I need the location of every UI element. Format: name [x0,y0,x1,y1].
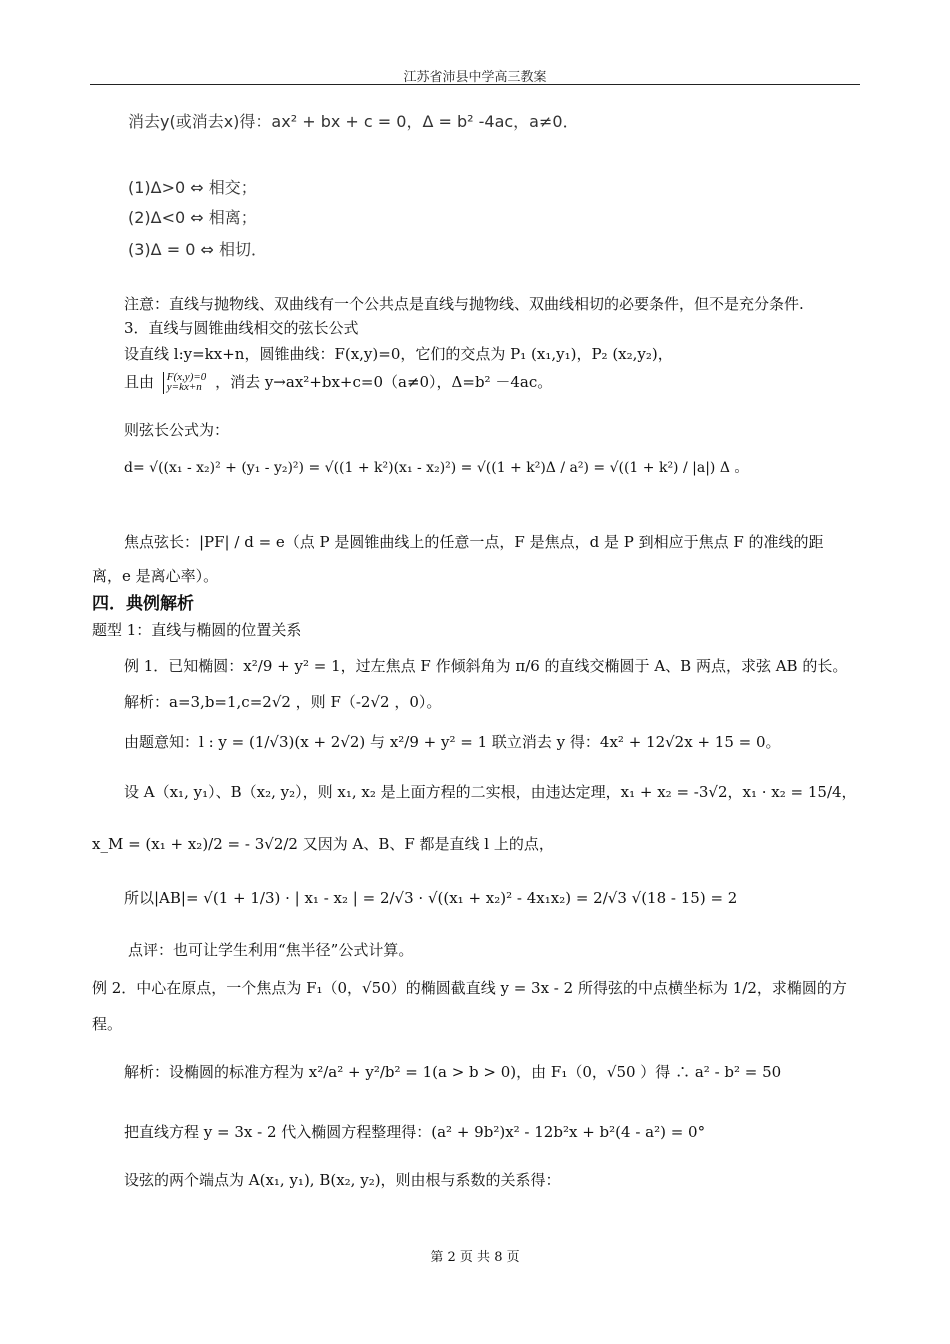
solution-1-line-c: x_M = (x₁ + x₂)/2 = - 3√2/2 又因为 A、B、F 都是直线 l 上的点， [92,835,554,853]
endpoints: 设弦的两个端点为 A(x₁, y₁), B(x₂, y₂)，则由根与系数的关系得： [124,1171,561,1189]
focal-chord-line-1: 焦点弦长：|PF| / d = e（点 P 是圆锥曲线上的任意一点，F 是焦点，d 是 P 到相应于焦点 F 的准线的距 [124,533,824,551]
case-intersect: (1)Δ>0 ⇔ 相交； [128,178,257,197]
comment: 点评：也可让学生利用“焦半径”公式计算。 [128,941,414,959]
type-1-title: 题型 1：直线与椭圆的位置关系 [92,621,302,639]
elimination-line: 消去y(或消去x)得：ax² + bx + c = 0，Δ = b² -4ac，a≠0． [128,112,579,131]
system-top: F(x,y)=0 [166,372,207,383]
chord-length-formula: d= √((x₁ - x₂)² + (y₁ - y₂)²) = √((1 + k²)(x₁ - x₂)²) = √((1 + k²)Δ / a²) = √((1 + k²) / |a|) Δ 。 [124,460,749,476]
focal-chord-line-2: 离，e 是离心率）。 [92,567,219,585]
note-line: 注意：直线与抛物线、双曲线有一个公共点是直线与抛物线、双曲线相切的必要条件，但不是充分条件. [124,295,804,313]
page-header: 江苏省沛县中学高三教案 [403,70,547,85]
solution-1-line-b: 设 A（x₁, y₁）、B（x₂, y₂），则 x₁, x₂ 是上面方程的二实根，由违达定理，x₁ + x₂ = -3√2，x₁ · x₂ = 15/4， [124,783,857,801]
example-1: 例 1．已知椭圆：x²/9 + y² = 1，过左焦点 F 作倾斜角为 π/6 的直线交椭圆于 A、B 两点，求弦 AB 的长。 [124,657,848,675]
section-3-title: 3．直线与圆锥曲线相交的弦长公式 [124,319,359,337]
chord-intro: 则弦长公式为： [124,421,230,439]
equation-system [163,372,206,394]
case-separate: (2)Δ<0 ⇔ 相离； [128,208,257,227]
solution-1: 解析：a=3,b=1,c=2√2 ，则 F（-2√2 ，0）。 [124,693,442,711]
substitution: 把直线方程 y = 3x - 2 代入椭圆方程整理得：(a² + 9b²)x² - 12b²x + b²(4 - a²) = 0° [124,1123,706,1141]
solution-1-line-a: 由题意知：l : y = (1/√3)(x + 2√2) 与 x²/9 + y² = 1 联立消去 y 得：4x² + 12√2x + 15 = 0。 [124,733,781,751]
qie-suffix: ，消去 y→ax²+bx+c=0（a≠0），Δ=b² －4ac。 [215,373,553,391]
solution-2: 解析：设椭圆的标准方程为 x²/a² + y²/b² = 1(a > b > 0)，由 F₁（0，√50 ）得 ∴ a² - b² = 50 [124,1063,782,1081]
header-rule [90,84,860,85]
section-4-title: 四．典例解析 [92,594,194,614]
qie-prefix: 且由 [124,373,155,391]
example-2-line-2: 程。 [92,1015,123,1033]
system-bottom: y=kx+n [166,381,202,393]
solution-1-line-d: 所以|AB|= √(1 + 1/3) · | x₁ - x₂ | = 2/√3 · √((x₁ + x₂)² - 4x₁x₂) = 2/√3 √(18 - 15) = 2 [124,889,738,907]
system-line [124,372,552,394]
page-footer: 第 2 页 共 8 页 [430,1250,520,1265]
example-2-line-1: 例 2．中心在原点，一个焦点为 F₁（0，√50）的椭圆截直线 y = 3x - 2 所得弦的中点横坐标为 1/2，求椭圆的方 [92,979,847,997]
set-line-text: 设直线 l:y=kx+n，圆锥曲线：F(x,y)=0，它们的交点为 P₁ (x₁,y₁)，P₂ (x₂,y₂)， [124,345,673,363]
case-tangent: (3)Δ = 0 ⇔ 相切． [128,240,267,259]
